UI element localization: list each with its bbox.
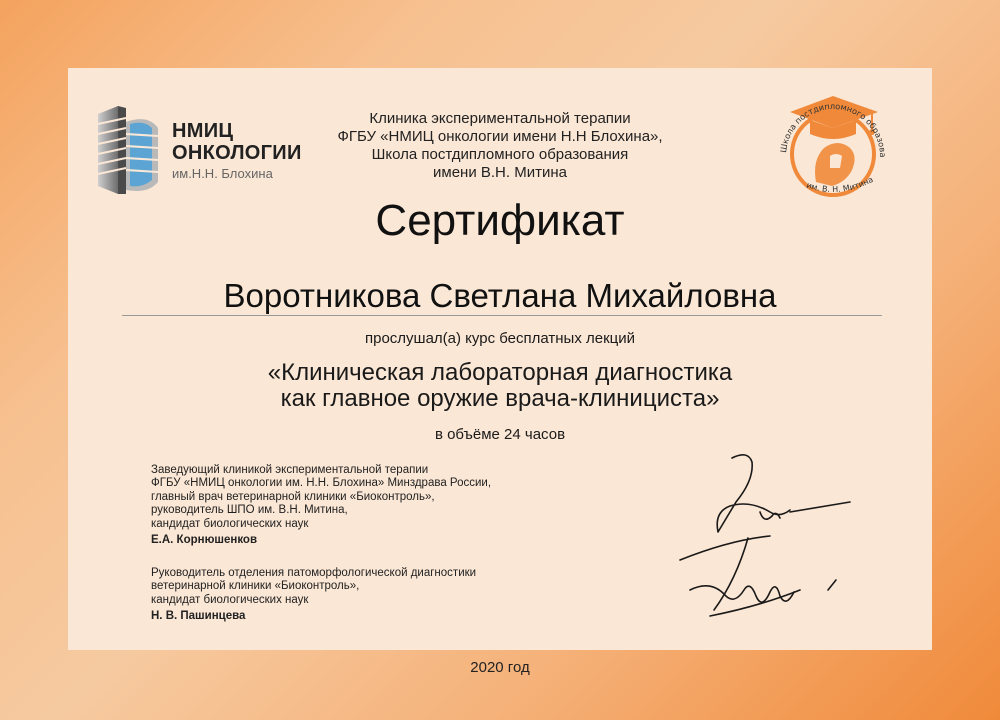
signatory-2 — [151, 567, 476, 624]
signatory-1-line: Заведующий клиникой экспериментальной терапии — [151, 464, 429, 476]
course-title-line2: как главное оружие врача-клинициста» — [280, 385, 720, 412]
nmic-logo — [92, 102, 302, 202]
header-line4: имени В.Н. Митина — [433, 164, 567, 181]
logo-left-line3: им.Н.Н. Блохина — [172, 166, 273, 181]
course-title — [0, 360, 1000, 412]
organization-header — [300, 110, 700, 182]
logo-bottom-text: им. В. Н. Митина — [805, 174, 875, 195]
logo-left-line1: НМИЦ — [172, 120, 234, 142]
signatory-1-line: руководитель ШПО им. В.Н. Митина, — [151, 504, 348, 517]
signatory-2-line: ветеринарной клиники «Биоконтроль», — [151, 580, 360, 593]
signatory-1-line: ФГБУ «НМИЦ онкологии им. Н.Н. Блохина» Минздрава России, — [151, 477, 492, 490]
signatory-1-line: кандидат биологических наук — [151, 517, 309, 530]
header-line3: Школа постдипломного образования — [371, 146, 629, 163]
certificate-year: 2020 год — [470, 659, 530, 676]
building-icon — [92, 102, 172, 202]
signatory-2-name: Н. В. Пашинцева — [151, 610, 246, 623]
course-intro: прослушал(а) курс бесплатных лекций — [364, 330, 636, 347]
certificate-title: Сертификат — [375, 196, 625, 245]
header-line2: ФГБУ «НМИЦ онкологии имени Н.Н Блохина», — [337, 128, 663, 145]
signatory-1-name: Е.А. Корнюшенков — [151, 534, 258, 547]
logo-arc-text: Школа постдипломного образова — [777, 100, 889, 158]
name-underline — [122, 315, 882, 316]
graduation-cap-icon — [772, 90, 894, 202]
course-title-line1: «Клиническая лабораторная диагностика — [267, 359, 733, 386]
signatory-2-line: кандидат биологических наук — [151, 593, 309, 606]
course-hours: в объёме 24 часов — [434, 426, 566, 443]
header-line1: Клиника экспериментальной терапии — [369, 110, 631, 127]
handwritten-signatures — [640, 440, 870, 630]
recipient-name: Воротникова Светлана Михайловна — [223, 277, 777, 314]
logo-left-line2: ОНКОЛОГИИ — [172, 142, 302, 164]
signatory-1-line: главный врач ветеринарной клиники «Биоконтроль», — [151, 490, 435, 503]
signatory-2-line: Руководитель отделения патоморфологической диагностики — [151, 567, 477, 579]
school-logo — [772, 90, 894, 202]
signatory-1 — [151, 464, 491, 547]
